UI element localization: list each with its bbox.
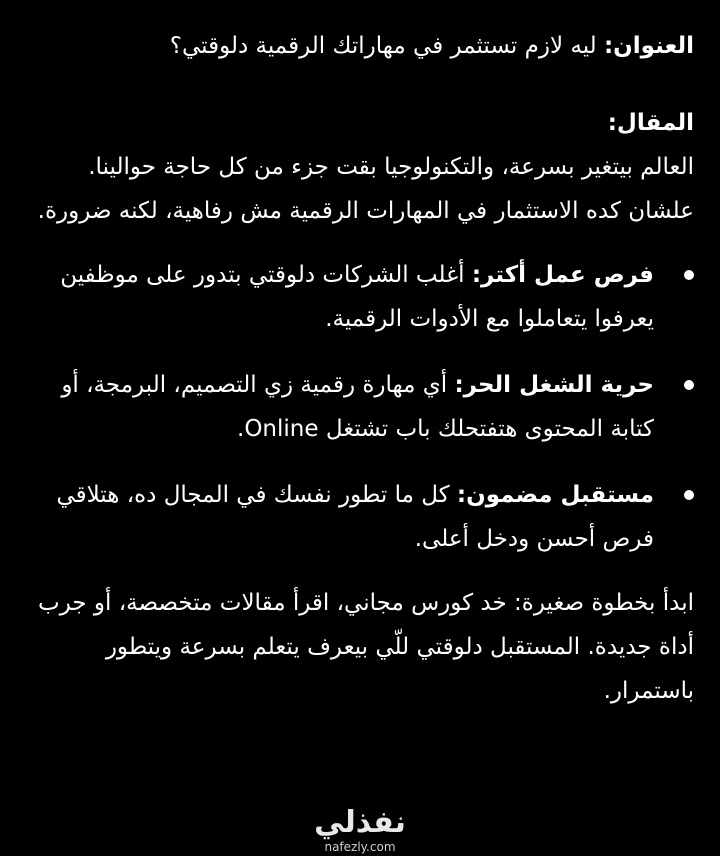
bullet-icon: [684, 270, 694, 280]
article-document: [24, 24, 694, 713]
article-title: [24, 24, 694, 68]
article-intro: العالم بيتغير بسرعة، والتكنولوجيا بقت جزء من كل حاجة حوالينا. علشان كده الاستثمار في المهارات الرقمية مش رفاهية، لكنه ضرورة.: [37, 154, 694, 224]
bullet-icon: [684, 380, 694, 390]
list-item: [24, 363, 694, 451]
point-text: كل ما تطور نفسك في المجال ده، هتلاقي فرص أحسن ودخل أعلى.: [56, 482, 654, 552]
article-closing: ابدأ بخطوة صغيرة: خد كورس مجاني، اقرأ مقالات متخصصة، أو جرب أداة جديدة. المستقبل دلوقتي للّي بيعرف يتعلم بسرعة ويتطور باستمرار.: [38, 590, 694, 704]
spacer: [24, 68, 694, 101]
key-points-list: [24, 253, 694, 561]
bullet-icon: [684, 490, 694, 500]
point-text: أي مهارة رقمية زي التصميم، البرمجة، أو كتابة المحتوى هتفتحلك باب تشتغل Online.: [61, 372, 654, 442]
point-heading: فرص عمل أكتر:: [471, 262, 654, 288]
spacer: [24, 561, 694, 581]
point-heading: حرية الشغل الحر:: [454, 372, 654, 398]
title-text: ليه لازم تستثمر في مهاراتك الرقمية دلوقتي؟: [169, 33, 604, 59]
point-text: أغلب الشركات دلوقتي بتدور على موظفين يعرفوا يتعاملوا مع الأدوات الرقمية.: [60, 262, 654, 332]
watermark-logo: [0, 806, 720, 854]
title-label: العنوان:: [603, 33, 694, 59]
list-item: [24, 473, 694, 561]
watermark-url: nafezly.com: [324, 840, 396, 854]
point-heading: مستقبل مضمون:: [456, 482, 654, 508]
spacer: [24, 233, 694, 253]
watermark-brand: نفذلي: [314, 805, 406, 840]
list-item: [24, 253, 694, 341]
article-label: المقال:: [607, 110, 694, 136]
